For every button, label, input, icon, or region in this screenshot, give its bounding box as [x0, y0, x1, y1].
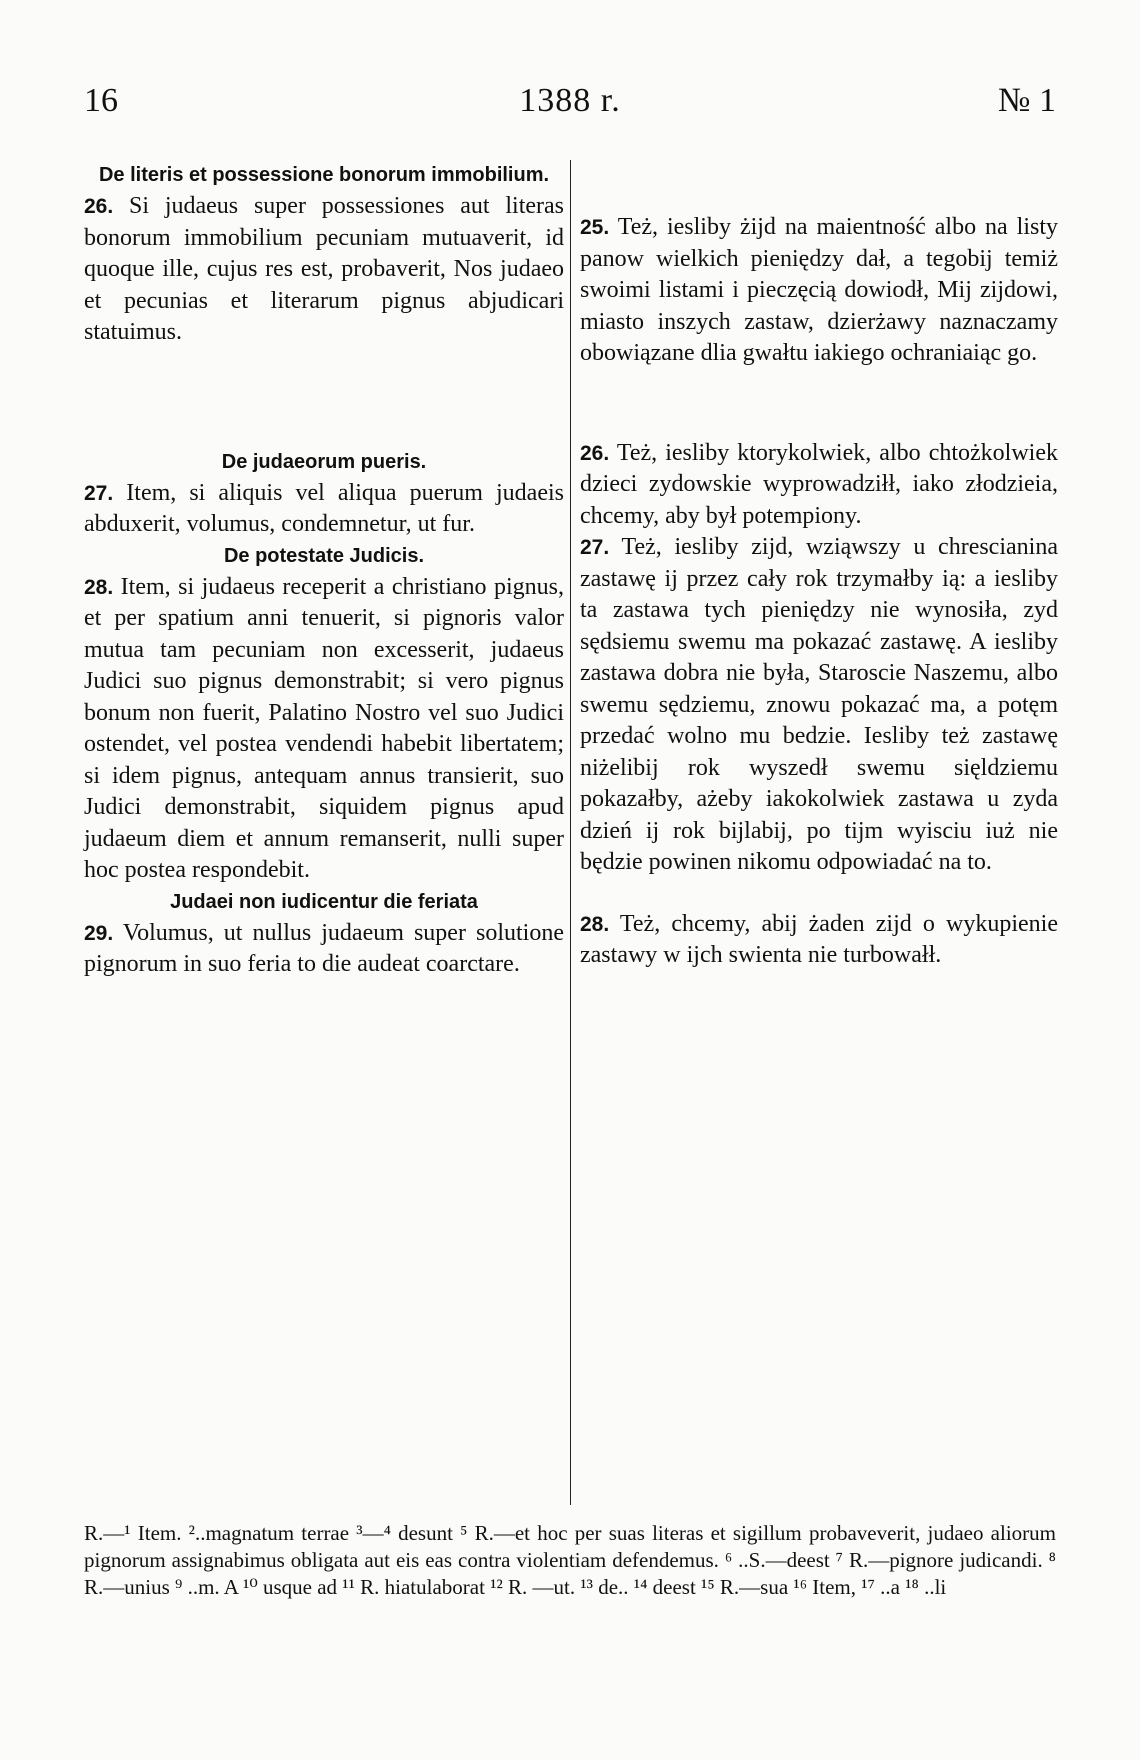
column-divider [570, 160, 571, 1505]
footnote-text: R.—¹ Item. ²..magnatum terrae ³—⁴ desunt ⁵ R.—et hoc per suas literas et sigillum probaveverit, judaeo aliorum pignorum assignabimus obligata aut eis eas contra violentiam defendemus. ⁶ ..S.—deest ⁷ R.—pignore judicandi. ⁸ R.—unius ⁹ ..m. A ¹⁰ usque ad ¹¹ R. hiatulaborat ¹² R. —ut. ¹³ de.. ¹⁴ deest ¹⁵ R.—sua ¹⁶ Item, ¹⁷ ..a ¹⁸ ..li [84, 1521, 1056, 1599]
page-header [84, 82, 1056, 122]
paragraph-number: 27. [580, 536, 610, 559]
paragraph-number: 25. [580, 216, 610, 239]
document-number: № 1 [998, 82, 1056, 119]
page-number: 16 [84, 82, 118, 119]
paragraph-text: Też, iesliby zijd, wziąwszy u chrescianina zastawę ij przez cały rok trzymałby ią: a iesliby ta zastawa tych pieniędzy nie wynosiła, zyd sędsiemu swemu ma pokazać zastawę. A iesliby zastawa dobra nie była, Staroscie Naszemu, albo swemu sędziemu, znowu pokazać ma, a potęm przedać wolno mu bedzie. Iesliby też zastawę niżelibij rok wyszedł swemu sięldziemu pokazałby, ażeby iakokolwiek zastawa u zyda dzień ij rok bijlabij, po tijm wyisciu iuż nie będzie powinen nikomu odpowiadać na to. [580, 534, 1058, 875]
latin-paragraph-28 [84, 572, 564, 887]
paragraph-number: 27. [84, 481, 114, 505]
paragraph-text: Też, iesliby ktorykolwiek, albo chtożkolwiek dzieci zydowskie wyprowadziłł, iako złodzieia, chcemy, aby był potempiony. [580, 439, 1058, 529]
polish-paragraph-28 [580, 909, 1058, 972]
paragraph-number: 26. [580, 441, 610, 465]
polish-paragraph-26 [580, 438, 1058, 533]
latin-paragraph-26 [84, 191, 564, 349]
polish-paragraph-25 [580, 212, 1058, 370]
paragraph-number: 29. [84, 921, 114, 945]
heading-de-judaeorum-pueris: De judaeorum pueris. [221, 450, 427, 473]
year-heading: 1388 r. [519, 82, 621, 119]
paragraph-text: Też, iesliby żijd na maientność albo na listy panow wielkich pieniędzy dał, a tegobij temiż swoimi listami i pieczęcią dowiodł, Mij zijdowi, miasto inszych zastaw, dzierżawy naznaczamy obowiązane dlia gwałtu iakiego ochraniaiąc go. [580, 214, 1058, 366]
footnotes [84, 1520, 1056, 1601]
paragraph-text: Si judaeus super possessiones aut literas bonorum immobilium pecuniam mutuaverit, id quoque ille, cujus res est, probaverit, Nos judaeo et pecunias et literarum pignus abjudicari statuimus. [84, 193, 564, 345]
heading-de-literis: De literis et possessione bonorum immobilium. [98, 164, 550, 186]
latin-paragraph-29 [84, 918, 564, 981]
paragraph-text: Item, si aliquis vel aliqua puerum judaeis abduxerit, volumus, condemnetur, ut fur. [84, 479, 564, 537]
polish-column [580, 212, 1058, 972]
heading-judaei-non-iudicentur: Judaei non iudicentur die feriata [170, 890, 478, 913]
heading-de-potestate-judicis: De potestate Judicis. [223, 544, 425, 567]
paragraph-number: 28. [580, 912, 610, 936]
latin-paragraph-27 [84, 478, 564, 541]
paragraph-text: Volumus, ut nullus judaeum super solutione pignorum in suo feria to die audeat coarctare. [84, 919, 564, 977]
paragraph-number: 26. [84, 195, 114, 218]
latin-column [84, 160, 564, 981]
paragraph-text: Też, chcemy, abij żaden zijd o wykupienie zastawy w ijch swienta nie turbowałł. [580, 910, 1058, 968]
paragraph-number: 28. [84, 575, 114, 599]
polish-paragraph-27 [580, 532, 1058, 879]
paragraph-text: Item, si judaeus receperit a christiano pignus, et per spatium anni tenuerit, si pignoris valor mutua tam pecuniam non excesserit, judaeus Judici suo pignus demonstrabit; si vero pignus bonum non fuerit, Palatino Nostro vel suo Judici ostendet, vel postea vendendi habebit libertatem; si idem pignus, antequam annus transierit, suo Judici demonstrabit, siquidem pignus apud judaeum diem et annum remanserit, nulli super hoc postea respondebit. [84, 573, 565, 883]
